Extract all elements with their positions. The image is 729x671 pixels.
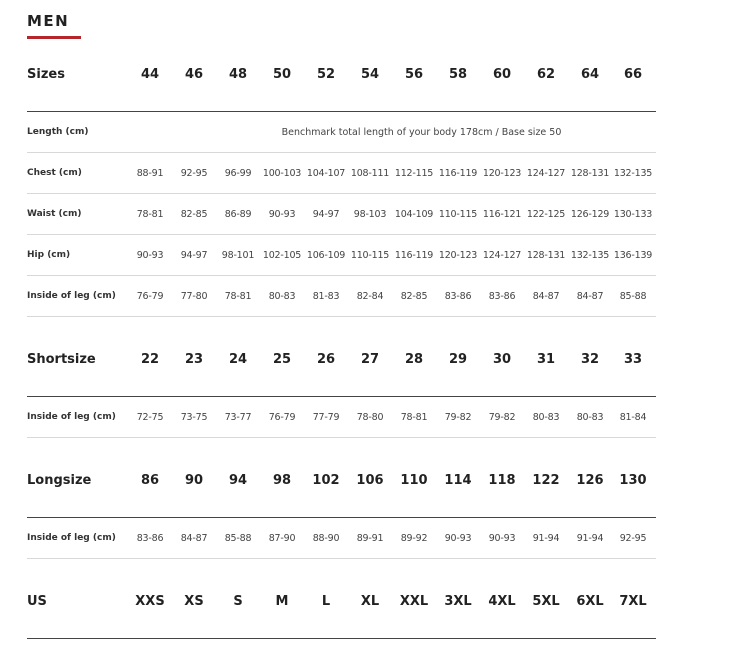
table-cell: 106: [356, 472, 384, 488]
row-label: Waist (cm): [27, 209, 82, 219]
table-cell: 22: [140, 351, 160, 367]
table-cell: 92-95: [619, 532, 647, 544]
table-cell: 88-91: [136, 167, 164, 179]
table-cell: 116-121: [482, 208, 522, 220]
table-cell: 78-81: [136, 208, 164, 220]
table-cell: 26: [316, 351, 336, 367]
row-long-inside-leg: [27, 524, 656, 552]
table-cell: 85-88: [224, 532, 252, 544]
table-cell: 114: [444, 472, 472, 488]
table-cell: 92-95: [180, 167, 208, 179]
table-cell: M: [275, 593, 289, 609]
table-cell: 33: [623, 351, 643, 367]
table-cell: XXL: [399, 593, 429, 609]
row-label: Chest (cm): [27, 168, 82, 178]
table-cell: 124-127: [526, 167, 566, 179]
table-cell: 78-81: [400, 411, 428, 423]
table-cell: 130-133: [613, 208, 653, 220]
table-cell: 81-83: [312, 290, 340, 302]
table-cell: 89-91: [356, 532, 384, 544]
table-cell: 102-105: [262, 249, 302, 261]
table-cell: 91-94: [576, 532, 604, 544]
row-divider: [27, 396, 656, 397]
row-label: Inside of leg (cm): [27, 412, 116, 422]
table-cell: 80-83: [576, 411, 604, 423]
row-divider: [27, 638, 656, 639]
page-title: MEN: [27, 12, 70, 30]
table-cell: 7XL: [619, 593, 647, 609]
table-cell: 124-127: [482, 249, 522, 261]
table-cell: 4XL: [488, 593, 516, 609]
table-cell: 80-83: [268, 290, 296, 302]
table-cell: 87-90: [268, 532, 296, 544]
table-cell: 5XL: [532, 593, 560, 609]
table-cell: 83-86: [136, 532, 164, 544]
table-cell: 94-97: [312, 208, 340, 220]
table-cell: XXS: [135, 593, 165, 609]
table-cell: 56: [404, 66, 424, 82]
table-cell: 118: [488, 472, 516, 488]
table-cell: 90: [184, 472, 204, 488]
table-cell: 126-129: [570, 208, 610, 220]
table-cell: 130: [619, 472, 647, 488]
table-cell: 50: [272, 66, 292, 82]
table-cell: 98: [272, 472, 292, 488]
row-divider: [27, 275, 656, 276]
table-cell: 32: [580, 351, 600, 367]
table-cell: XS: [184, 593, 204, 609]
table-cell: 80-83: [532, 411, 560, 423]
table-cell: 94-97: [180, 249, 208, 261]
table-cell: 91-94: [532, 532, 560, 544]
row-us: [27, 585, 656, 617]
table-cell: 94: [228, 472, 248, 488]
table-cell: 84-87: [576, 290, 604, 302]
table-cell: 66: [623, 66, 643, 82]
table-cell: 98-103: [353, 208, 387, 220]
row-waist: [27, 200, 656, 228]
table-cell: 82-85: [180, 208, 208, 220]
table-cell: 46: [184, 66, 204, 82]
table-cell: 96-99: [224, 167, 252, 179]
row-divider: [27, 234, 656, 235]
table-cell: 104-109: [394, 208, 434, 220]
table-cell: 54: [360, 66, 380, 82]
table-cell: 6XL: [576, 593, 604, 609]
table-cell: 72-75: [136, 411, 164, 423]
table-cell: 76-79: [136, 290, 164, 302]
table-cell: 31: [536, 351, 556, 367]
row-label: Inside of leg (cm): [27, 291, 116, 301]
row-label: Shortsize: [27, 351, 96, 367]
table-cell: 44: [140, 66, 160, 82]
row-label: Hip (cm): [27, 250, 71, 260]
table-cell: 79-82: [488, 411, 516, 423]
table-cell: 86-89: [224, 208, 252, 220]
table-cell: 102: [312, 472, 340, 488]
table-cell: 77-80: [180, 290, 208, 302]
row-shortsize: [27, 343, 656, 375]
table-cell: XL: [360, 593, 380, 609]
table-cell: 112-115: [394, 167, 434, 179]
table-cell: 83-86: [488, 290, 516, 302]
table-cell: 52: [316, 66, 336, 82]
table-cell: 60: [492, 66, 512, 82]
row-inside-leg: [27, 282, 656, 310]
table-cell: 110-115: [438, 208, 478, 220]
table-cell: 78-81: [224, 290, 252, 302]
table-cell: S: [233, 593, 243, 609]
row-hip: [27, 241, 656, 269]
table-cell: 100-103: [262, 167, 302, 179]
table-cell: 27: [360, 351, 380, 367]
table-cell: 110: [400, 472, 428, 488]
table-cell: 48: [228, 66, 248, 82]
table-cell: 84-87: [532, 290, 560, 302]
row-short-inside-leg: [27, 403, 656, 431]
table-cell: L: [321, 593, 331, 609]
row-divider: [27, 111, 656, 112]
row-divider: [27, 558, 656, 559]
table-cell: 90-93: [444, 532, 472, 544]
table-cell: 82-84: [356, 290, 384, 302]
table-cell: 64: [580, 66, 600, 82]
table-cell: 108-111: [350, 167, 390, 179]
table-cell: 83-86: [444, 290, 472, 302]
table-cell: 136-139: [613, 249, 653, 261]
row-divider: [27, 316, 656, 317]
table-cell: 30: [492, 351, 512, 367]
table-cell: 77-79: [312, 411, 340, 423]
row-label: Sizes: [27, 66, 65, 82]
table-cell: 128-131: [570, 167, 610, 179]
row-longsize: [27, 464, 656, 496]
length-note: Benchmark total length of your body 178cm / Base size 50: [281, 126, 562, 138]
row-sizes: [27, 58, 656, 90]
row-divider: [27, 193, 656, 194]
row-label: US: [27, 593, 47, 609]
table-cell: 106-109: [306, 249, 346, 261]
table-cell: 116-119: [438, 167, 478, 179]
row-label: Length (cm): [27, 127, 89, 137]
row-divider: [27, 517, 656, 518]
table-cell: 23: [184, 351, 204, 367]
table-cell: 79-82: [444, 411, 472, 423]
table-cell: 90-93: [136, 249, 164, 261]
table-cell: 24: [228, 351, 248, 367]
table-cell: 89-92: [400, 532, 428, 544]
table-cell: 120-123: [438, 249, 478, 261]
table-cell: 132-135: [570, 249, 610, 261]
row-chest: [27, 159, 656, 187]
table-cell: 85-88: [619, 290, 647, 302]
table-cell: 3XL: [444, 593, 472, 609]
row-divider: [27, 437, 656, 438]
table-cell: 58: [448, 66, 468, 82]
table-cell: 110-115: [350, 249, 390, 261]
table-cell: 126: [576, 472, 604, 488]
table-cell: 81-84: [619, 411, 647, 423]
table-cell: 82-85: [400, 290, 428, 302]
table-cell: 90-93: [268, 208, 296, 220]
table-cell: 132-135: [613, 167, 653, 179]
table-cell: 76-79: [268, 411, 296, 423]
table-cell: 78-80: [356, 411, 384, 423]
title-underline: [27, 36, 81, 39]
table-cell: 128-131: [526, 249, 566, 261]
table-cell: 122-125: [526, 208, 566, 220]
table-cell: 62: [536, 66, 556, 82]
table-cell: 120-123: [482, 167, 522, 179]
table-cell: 98-101: [221, 249, 255, 261]
table-cell: 104-107: [306, 167, 346, 179]
table-cell: 73-75: [180, 411, 208, 423]
row-divider: [27, 152, 656, 153]
table-cell: 90-93: [488, 532, 516, 544]
row-length: [27, 118, 656, 146]
table-cell: 86: [140, 472, 160, 488]
row-label: Inside of leg (cm): [27, 533, 116, 543]
table-cell: 29: [448, 351, 468, 367]
table-cell: 88-90: [312, 532, 340, 544]
table-cell: 84-87: [180, 532, 208, 544]
table-cell: 116-119: [394, 249, 434, 261]
table-cell: 122: [532, 472, 560, 488]
table-cell: 25: [272, 351, 292, 367]
table-cell: 28: [404, 351, 424, 367]
row-label: Longsize: [27, 472, 92, 488]
table-cell: 73-77: [224, 411, 252, 423]
